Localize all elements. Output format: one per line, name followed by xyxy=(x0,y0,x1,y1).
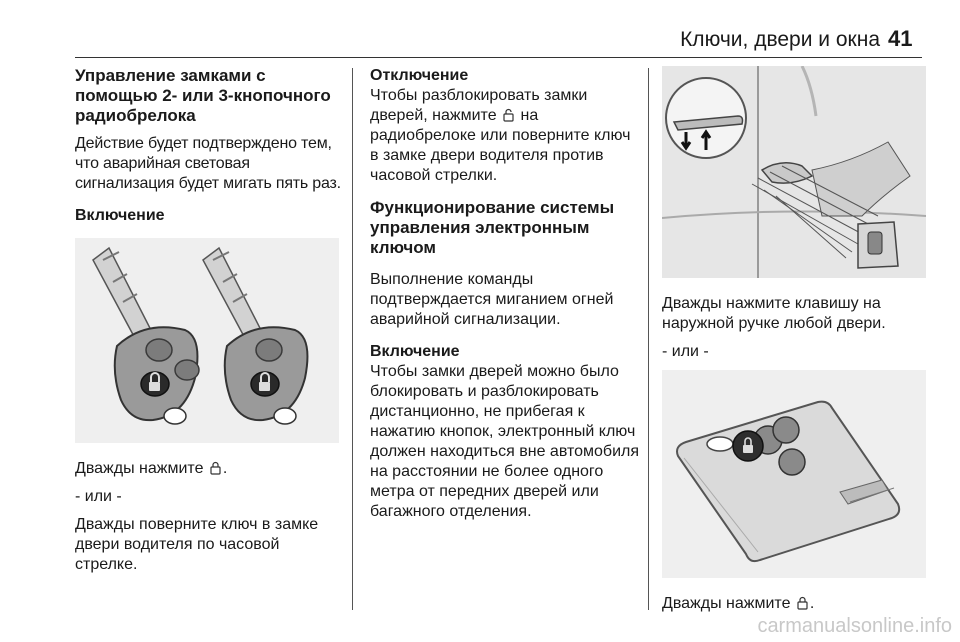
door-handle-illustration xyxy=(662,66,926,278)
keyless-heading: Функционирование системы управления электронным ключом xyxy=(370,198,615,257)
page-number: 41 xyxy=(888,26,913,51)
keycard-illustration xyxy=(662,370,926,578)
handle-caption: Дважды нажмите клавишу на наружной ручке любой двери. xyxy=(662,295,886,332)
or-separator-2: - или - xyxy=(662,343,709,360)
key-left xyxy=(93,248,199,424)
press-twice-text: Дважды нажмите . xyxy=(75,460,228,477)
left-column xyxy=(75,66,343,575)
lock-icon xyxy=(797,596,808,610)
column-divider-1 xyxy=(352,68,353,610)
disable-text-b: на радиобрелоке или поверните ключ в замке двери водителя против часовой стрелки. xyxy=(370,107,631,184)
press-twice-label: Дважды нажмите xyxy=(75,460,204,477)
disable-heading: Отключение xyxy=(370,67,469,84)
middle-column xyxy=(370,66,642,522)
intro-paragraph: Действие будет подтверждено тем, что аварийная световая сигнализация будет мигать пять раз. xyxy=(75,135,341,192)
press-twice-text-2: Дважды нажмите . xyxy=(662,595,815,612)
column-divider-2 xyxy=(648,68,649,610)
turn-key-text: Дважды поверните ключ в замке двери водителя по часовой стрелке. xyxy=(75,516,319,573)
lock-icon xyxy=(210,461,221,475)
key-right xyxy=(203,248,307,424)
watermark: carmanualsonline.info xyxy=(757,615,952,637)
or-separator: - или - xyxy=(75,488,122,505)
section-heading: Управление замками с помощью 2- или 3-кнопочного радиобрелока xyxy=(75,66,331,125)
unlock-icon xyxy=(503,108,514,122)
header-title: Ключи, двери и окна xyxy=(680,28,880,51)
press-twice-label-2: Дважды нажмите xyxy=(662,595,791,612)
enable-paragraph-2: Чтобы замки дверей можно было блокировать и разблокировать дистанционно, не прибегая к нажатию кнопок, электронный ключ должен находиться вне автомобиля на расстоянии не более одного метра от передних дверей или багажного отделения. xyxy=(370,363,640,520)
enable-heading-2: Включение xyxy=(370,343,460,360)
right-column xyxy=(662,66,926,614)
header-rule xyxy=(75,57,922,58)
enable-subheading: Включение xyxy=(75,207,165,224)
disable-paragraph xyxy=(370,86,642,186)
two-keys-illustration xyxy=(75,238,339,443)
disable-text-a: Чтобы разблокировать замки дверей, нажмите xyxy=(370,87,588,124)
keyless-paragraph: Выполнение команды подтверждается миганием огней аварийной сигнализации. xyxy=(370,271,614,328)
